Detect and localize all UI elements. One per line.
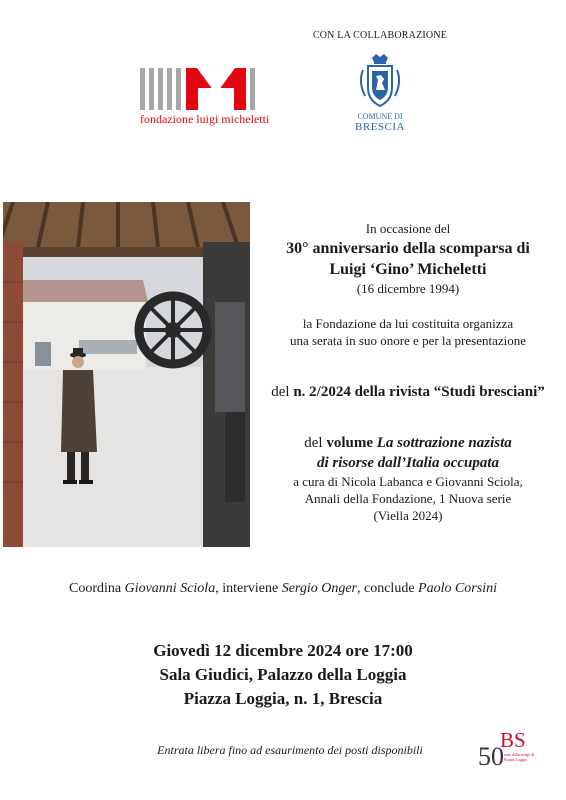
conclude-name: Paolo Corsini	[418, 581, 497, 596]
historic-photo	[3, 202, 250, 547]
conclude-label: , conclude	[357, 581, 419, 596]
rivista-title: n. 2/2024 della rivista “Studi bresciani”	[293, 384, 545, 400]
logo-50-text: 50	[478, 742, 504, 771]
curatori-line: a cura di Nicola Labanca e Giovanni Sciola,	[293, 474, 523, 489]
anniversary-heading: 30° anniversario della scomparsa di	[286, 240, 530, 257]
logo-bars	[140, 68, 260, 110]
interviene-label: , interviene	[215, 581, 282, 596]
logo-m-mark	[186, 68, 246, 110]
event-venue: Sala Giudici, Palazzo della Loggia	[159, 665, 407, 684]
event-datetime: Giovedì 12 dicembre 2024 ore 17:00	[153, 641, 413, 660]
fondazione-name: fondazione luigi micheletti	[140, 112, 270, 126]
volume-title-1: La sottrazione nazista	[376, 435, 512, 451]
fondazione-logo	[138, 64, 288, 126]
death-date: (16 dicembre 1994)	[356, 281, 460, 296]
logo-subtitle: anni dalla strage di Piazza Loggia	[504, 752, 535, 762]
rivista-prefix: del	[271, 384, 294, 400]
volume-word: volume	[326, 435, 377, 451]
comune-city: BRESCIA	[355, 121, 405, 133]
logo-bs-text: BS	[500, 728, 526, 752]
coordina-name: Giovanni Sciola	[124, 581, 216, 596]
speakers-line	[0, 581, 566, 597]
volume-prefix: del	[304, 435, 327, 451]
coat-of-arms-icon	[350, 52, 410, 112]
comune-brescia-logo	[350, 52, 410, 136]
50-anni-logo	[478, 728, 548, 773]
collaboration-label: CON LA COLLABORAZIONE	[312, 30, 448, 41]
rivista-line	[258, 384, 558, 401]
person-name: Luigi ‘Gino’ Micheletti	[329, 261, 487, 278]
event-address: Piazza Loggia, n. 1, Brescia	[183, 689, 383, 708]
organizer-line-1: la Fondazione da lui costituita organizza	[302, 316, 514, 331]
intro-text: In occasione del	[365, 221, 451, 236]
coordina-label: Coordina	[68, 581, 125, 596]
volume-line	[258, 434, 558, 453]
comune-label: COMUNE DI	[357, 112, 403, 121]
organizer-line-2: una serata in suo onore e per la presentazione	[289, 333, 527, 348]
editore-line: (Viella 2024)	[373, 508, 443, 523]
interviene-name: Sergio Onger	[281, 581, 357, 596]
volume-title-2: di risorse dall’Italia occupata	[316, 455, 500, 471]
free-entry-note: Entrata libera fino ad esaurimento dei posti disponibili	[157, 743, 423, 757]
annali-line: Annali della Fondazione, 1 Nuova serie	[304, 491, 512, 506]
